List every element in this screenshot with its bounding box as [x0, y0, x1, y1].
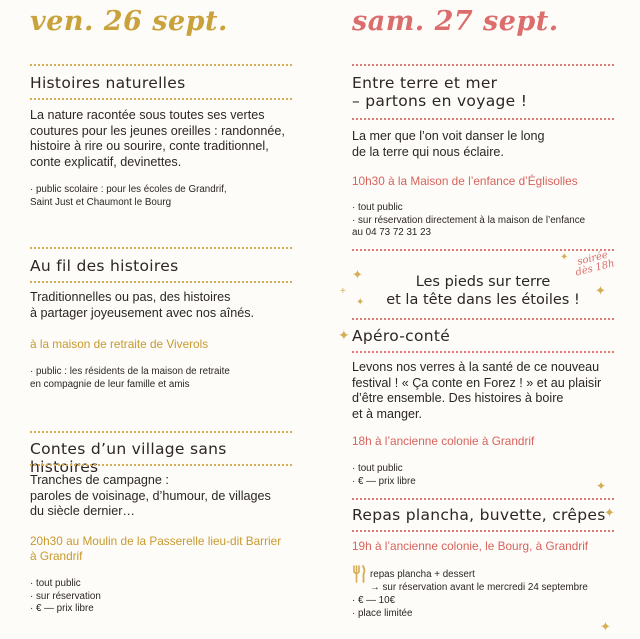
- day-heading-friday: ven. 26 sept.: [30, 6, 228, 37]
- soiree-badge: soirée dès 18h: [574, 249, 616, 279]
- event-details: repas plancha + dessert → sur réservation avant le mercredi 24 septembre: [370, 569, 588, 593]
- dotted-divider: [30, 247, 292, 249]
- star-icon: ✦: [596, 479, 607, 493]
- dotted-divider: [30, 464, 292, 466]
- event-details: · tout public · € — prix libre: [352, 463, 416, 487]
- event-location: 20h30 au Moulin de la Passerelle lieu-dit Barrier à Grandrif: [30, 534, 282, 563]
- event-description: Traditionnelles ou pas, des histoires à partager joyeusement avec nos aînés.: [30, 290, 255, 320]
- dotted-divider: [352, 498, 614, 500]
- event-title: Repas plancha, buvette, crêpes: [352, 506, 606, 524]
- event-title: Apéro-conté: [352, 327, 451, 345]
- event-details: · public scolaire : pour les écoles de Grandrif, Saint Just et Chaumont le Bourg: [30, 184, 227, 208]
- event-details: · tout public · sur réservation · € — prix libre: [30, 578, 101, 614]
- dotted-divider: [30, 98, 292, 100]
- dotted-divider: [352, 249, 614, 251]
- star-icon: ✦: [595, 283, 606, 298]
- event-location: 19h à l’ancienne colonie, le Bourg, à Grandrif: [352, 539, 589, 553]
- dotted-divider: [352, 351, 614, 353]
- event-location: 18h à l’ancienne colonie à Grandrif: [352, 434, 535, 448]
- event-title: Entre terre et mer – partons en voyage !: [352, 74, 528, 110]
- event-location: à la maison de retraite de Viverols: [30, 337, 209, 351]
- star-icon: ✦: [352, 267, 363, 282]
- day-heading-saturday: sam. 27 sept.: [352, 6, 559, 37]
- event-details: · tout public · sur réservation directement à la maison de l’enfance au 04 73 72 31 23: [352, 202, 586, 238]
- dotted-divider: [30, 281, 292, 283]
- event-title: Au fil des histoires: [30, 257, 179, 275]
- dotted-divider: [30, 64, 292, 66]
- star-icon: ✦: [356, 297, 365, 308]
- dotted-divider: [352, 530, 614, 532]
- star-icon: ✦: [338, 327, 350, 343]
- dotted-divider: [352, 64, 614, 66]
- event-description: Tranches de campagne : paroles de voisinage, d’humour, de villages du siècle dernier…: [30, 473, 271, 518]
- star-icon: +: [340, 286, 346, 297]
- tagline-banner: Les pieds sur terre et la tête dans les étoiles !: [386, 274, 580, 308]
- star-icon: ✦: [604, 505, 615, 520]
- event-description: La mer que l’on voit danser le long de la terre qui nous éclaire.: [352, 129, 545, 159]
- dotted-divider: [352, 118, 614, 120]
- star-icon: ✦: [600, 619, 611, 634]
- event-details: · € — 10€ · place limitée: [352, 595, 413, 619]
- saturday-column: [352, 0, 614, 639]
- dotted-divider: [352, 318, 614, 320]
- friday-column: [30, 0, 292, 639]
- event-title: Histoires naturelles: [30, 74, 186, 92]
- event-details: · public : les résidents de la maison de retraite en compagnie de leur famille et amis: [30, 366, 230, 390]
- fork-knife-icon: [352, 565, 366, 583]
- event-title: Contes d’un village sans histoires: [30, 440, 227, 476]
- event-location: 10h30 à la Maison de l’enfance d’Églisolles: [352, 174, 578, 188]
- dotted-divider: [30, 431, 292, 433]
- event-description: La nature racontée sous toutes ses vertes coutures pour les jeunes oreilles : randonnée, histoire à rire ou sourire, conte traditionnel, conte explicatif, devinettes.: [30, 108, 285, 169]
- star-icon: ✦: [560, 252, 569, 263]
- event-description: Levons nos verres à la santé de ce nouveau festival ! « Ça conte en Forez ! » et au plaisir d’être ensemble. Des histoires à boire et à manger.: [352, 360, 602, 421]
